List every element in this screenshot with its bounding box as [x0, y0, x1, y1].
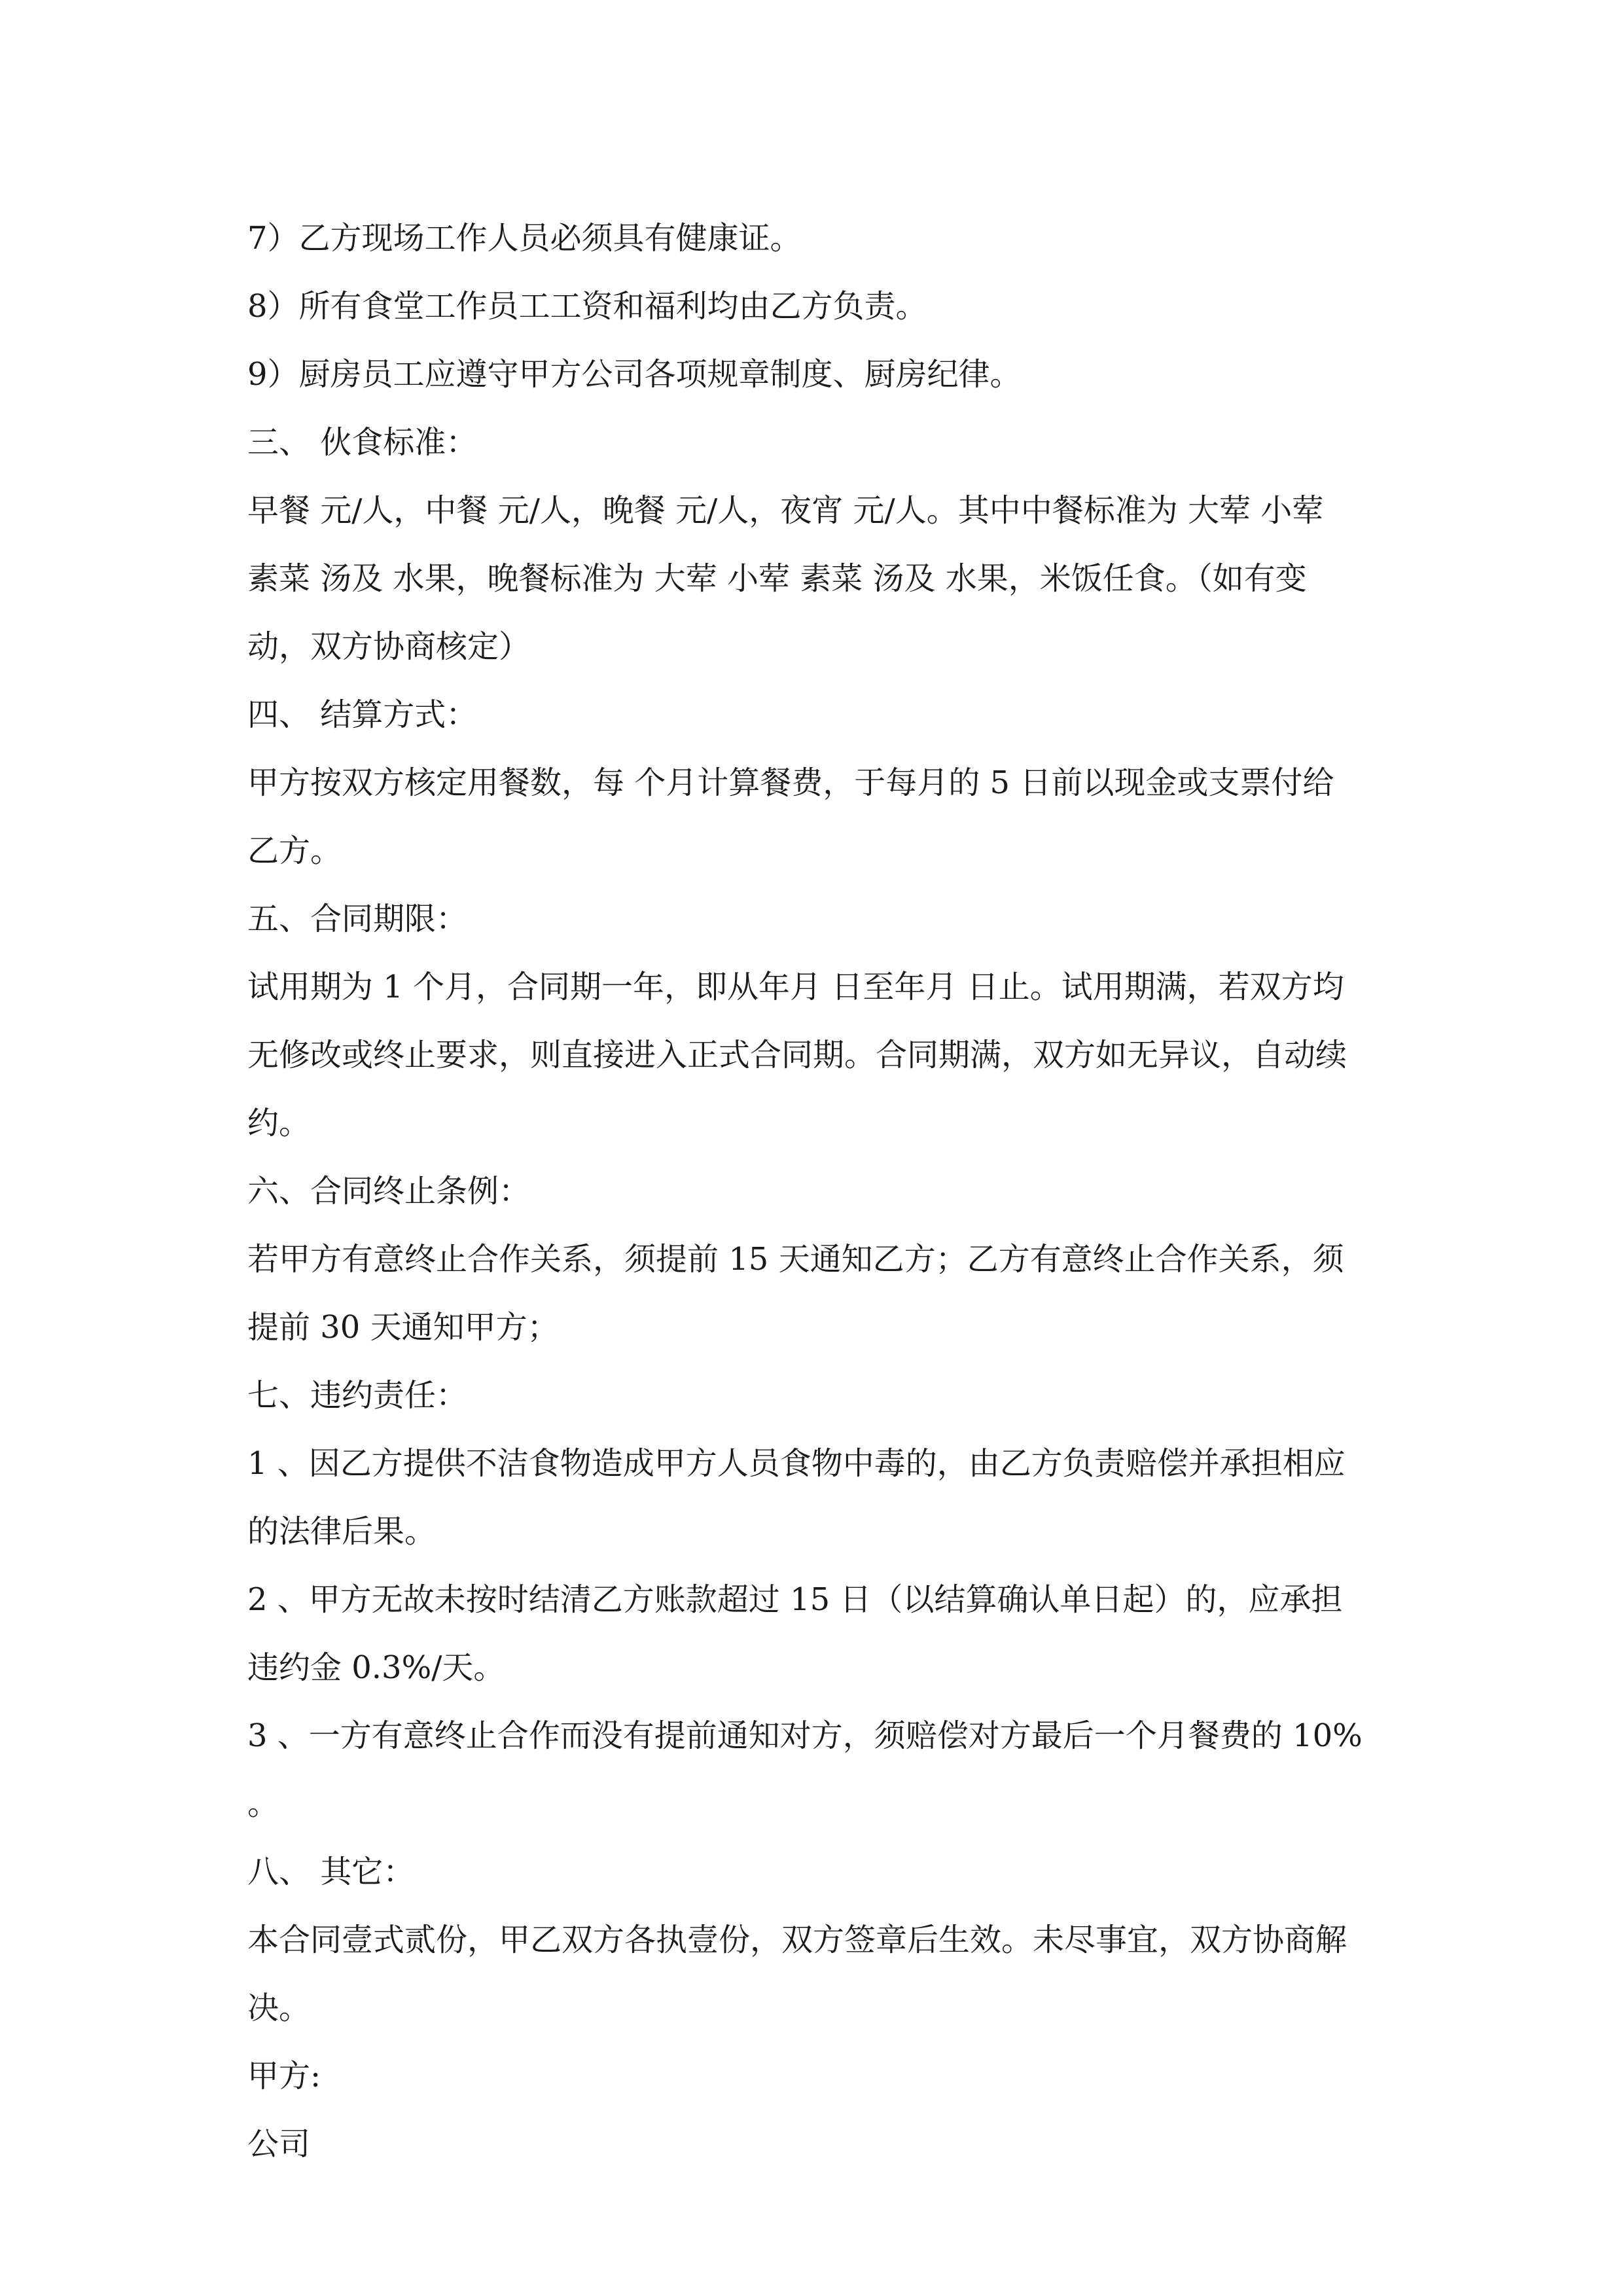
section-7-item-2-line-2: 违约金 0.3%/天。	[247, 1649, 505, 1686]
section-6-heading: 六、合同终止条例：	[247, 1173, 531, 1210]
section-6-text-line-2: 提前 30 天通知甲方；	[247, 1309, 559, 1346]
section-5-heading: 五、合同期限：	[247, 901, 468, 937]
section-7-item-3-line-2: 。	[247, 1785, 279, 1822]
company-label: 公司	[247, 2126, 311, 2162]
section-8-text-line-2: 决。	[247, 1990, 311, 2026]
section-7-item-3-line-1: 3 、一方有意终止合作而没有提前通知对方，须赔偿对方最后一个月餐费的 10%	[247, 1717, 1363, 1754]
section-5-text-line-1: 试用期为 1 个月，合同期一年，即从年月 日至年月 日止。试用期满，若双方均	[247, 969, 1344, 1005]
section-4-heading: 四、 结算方式：	[247, 696, 478, 733]
section-7-item-1-line-2: 的法律后果。	[247, 1513, 437, 1550]
party-a-label: 甲方:	[247, 2058, 321, 2094]
section-7-item-1-line-1: 1 、因乙方提供不洁食物造成甲方人员食物中毒的，由乙方负责赔偿并承担相应	[247, 1445, 1346, 1482]
section-4-text-line-2: 乙方。	[247, 833, 342, 869]
section-5-text-line-2: 无修改或终止要求，则直接进入正式合同期。合同期满，双方如无异议，自动续	[247, 1037, 1347, 1073]
clause-7-health-certificate: 7）乙方现场工作人员必须具有健康证。	[247, 220, 802, 257]
section-3-text-line-3: 动，双方协商核定）	[247, 628, 531, 665]
document-body	[247, 204, 1389, 2178]
clause-9-rules: 9）厨房员工应遵守甲方公司各项规章制度、厨房纪律。	[247, 356, 1022, 393]
section-6-text-line-1: 若甲方有意终止合作关系，须提前 15 天通知乙方；乙方有意终止合作关系，须	[247, 1241, 1344, 1278]
section-3-text-line-2: 素菜 汤及 水果，晚餐标准为 大荤 小荤 素菜 汤及 水果，米饭任食。（如有变	[247, 560, 1307, 597]
section-4-text-line-1: 甲方按双方核定用餐数，每 个月计算餐费，于每月的 5 日前以现金或支票付给	[247, 764, 1334, 801]
section-3-heading: 三、 伙食标准：	[247, 424, 478, 461]
clause-8-wages: 8）所有食堂工作员工工资和福利均由乙方负责。	[247, 288, 927, 325]
section-8-text-line-1: 本合同壹式贰份，甲乙双方各执壹份，双方签章后生效。未尽事宜，双方协商解	[247, 1922, 1347, 1958]
section-7-heading: 七、违约责任：	[247, 1377, 468, 1414]
section-5-text-line-3: 约。	[247, 1105, 311, 1141]
section-8-heading: 八、 其它：	[247, 1854, 415, 1890]
section-7-item-2-line-1: 2 、甲方无故未按时结清乙方账款超过 15 日（以结算确认单日起）的，应承担	[247, 1581, 1343, 1618]
section-3-text-line-1: 早餐 元/人，中餐 元/人，晚餐 元/人，夜宵 元/人。其中中餐标准为 大荤 小荤	[247, 492, 1324, 529]
